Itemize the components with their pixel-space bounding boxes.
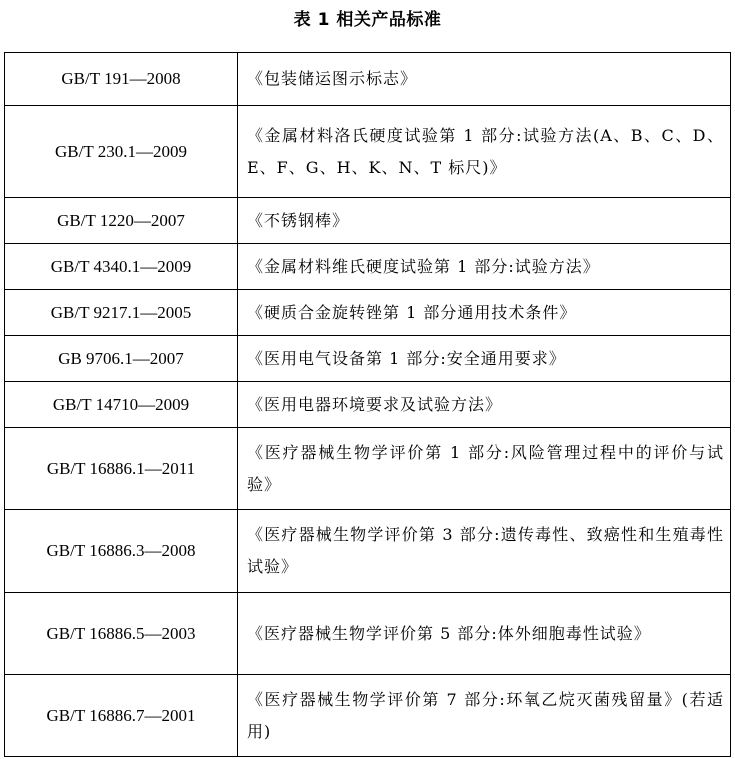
table-row (5, 593, 731, 675)
standard-title: 《硬质合金旋转锉第 1 部分通用技术条件》 (238, 290, 731, 336)
standard-title: 《医疗器械生物学评价第 3 部分:遗传毒性、致癌性和生殖毒性试验》 (238, 510, 731, 593)
standard-title: 《医疗器械生物学评价第 5 部分:体外细胞毒性试验》 (238, 593, 731, 675)
standard-code: GB/T 16886.3—2008 (5, 510, 238, 593)
standard-title: 《医用电器环境要求及试验方法》 (238, 382, 731, 428)
standard-code: GB/T 16886.1—2011 (5, 428, 238, 510)
standard-title: 《包装储运图示标志》 (238, 53, 731, 106)
table-row (5, 198, 731, 244)
table-caption: 表 1 相关产品标准 (293, 10, 442, 30)
standard-code: GB/T 1220—2007 (5, 198, 238, 244)
standard-code: GB/T 16886.7—2001 (5, 675, 238, 757)
standard-code: GB/T 191—2008 (5, 53, 238, 106)
standard-code: GB/T 16886.5—2003 (5, 593, 238, 675)
standards-table (4, 52, 731, 757)
standard-title: 《医用电气设备第 1 部分:安全通用要求》 (238, 336, 731, 382)
table-row (5, 244, 731, 290)
table-row (5, 510, 731, 593)
table-row (5, 336, 731, 382)
standard-code: GB/T 9217.1—2005 (5, 290, 238, 336)
table-row (5, 428, 731, 510)
standard-title: 《金属材料洛氏硬度试验第 1 部分:试验方法(A、B、C、D、E、F、G、H、K、N、T 标尺)》 (238, 106, 731, 198)
standard-title: 《金属材料维氏硬度试验第 1 部分:试验方法》 (238, 244, 731, 290)
standard-code: GB/T 4340.1—2009 (5, 244, 238, 290)
table-row (5, 382, 731, 428)
table-row (5, 106, 731, 198)
table-row (5, 290, 731, 336)
standard-title: 《医疗器械生物学评价第 7 部分:环氧乙烷灭菌残留量》(若适用) (238, 675, 731, 757)
standard-code: GB/T 14710—2009 (5, 382, 238, 428)
standard-title: 《不锈钢棒》 (238, 198, 731, 244)
standard-code: GB 9706.1—2007 (5, 336, 238, 382)
table-row (5, 53, 731, 106)
table-row (5, 675, 731, 757)
standard-title: 《医疗器械生物学评价第 1 部分:风险管理过程中的评价与试验》 (238, 428, 731, 510)
standard-code: GB/T 230.1—2009 (5, 106, 238, 198)
